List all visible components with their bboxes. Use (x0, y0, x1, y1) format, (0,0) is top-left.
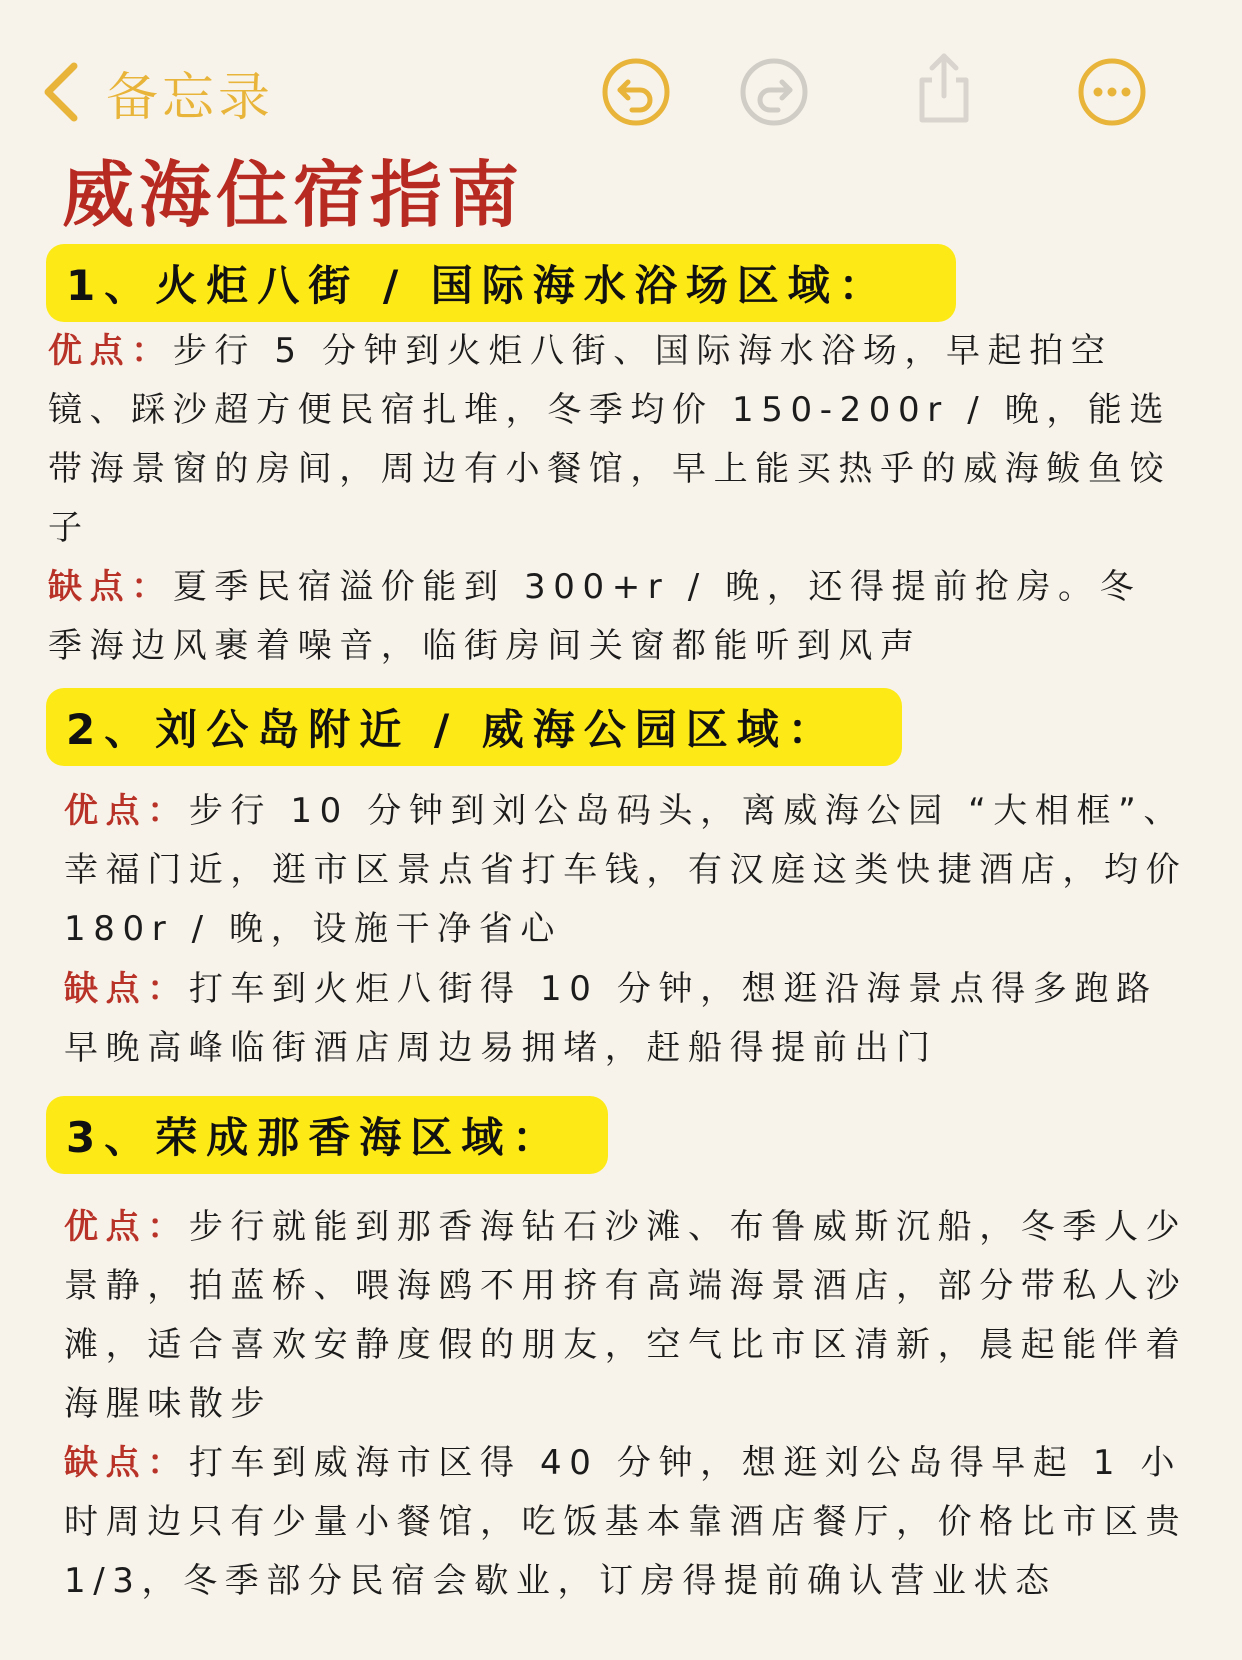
back-button[interactable] (40, 52, 274, 132)
share-icon (908, 50, 980, 126)
pros-label: 优点： (64, 1207, 189, 1247)
more-button[interactable] (1076, 56, 1148, 128)
section-heading: 1、火炬八街 / 国际海水浴场区域： (46, 244, 956, 322)
pros-label: 优点： (64, 791, 189, 831)
pros-text: 步行 10 分钟到刘公岛码头，离威海公园 “大相框”、幸福门近，逛市区景点省打车钱，有汉庭这类快捷酒店，均价 180r / 晚，设施干净省心 (64, 791, 1188, 949)
undo-icon (600, 56, 672, 128)
cons-text: 打车到火炬八街得 10 分钟，想逛沿海景点得多跑路早晚高峰临街酒店周边易拥堵，赶船得提前出门 (64, 969, 1158, 1068)
pros-label: 优点： (48, 331, 173, 371)
undo-button[interactable] (600, 56, 672, 128)
cons-label: 缺点： (64, 1443, 189, 1483)
section-pros (64, 782, 1192, 959)
section-pros (48, 322, 1178, 558)
more-icon (1076, 56, 1148, 128)
back-label: 备忘录 (106, 67, 275, 128)
cons-label: 缺点： (48, 567, 173, 607)
pros-text: 步行 5 分钟到火炬八街、国际海水浴场，早起拍空镜、踩沙超方便民宿扎堆，冬季均价 150-200r / 晚，能选带海景窗的房间，周边有小餐馆，早上能买热乎的威海鲅鱼饺子 (48, 331, 1172, 548)
redo-icon (738, 56, 810, 128)
cons-label: 缺点： (64, 969, 189, 1009)
section-cons (64, 960, 1192, 1078)
section-cons (64, 1434, 1192, 1611)
nav-bar (0, 0, 1242, 150)
page-title: 威海住宿指南 (62, 153, 525, 237)
section-cons (48, 558, 1178, 676)
section-heading: 3、荣成那香海区域： (46, 1096, 608, 1174)
chevron-left-icon (40, 60, 80, 124)
redo-button[interactable] (738, 56, 810, 128)
share-button[interactable] (908, 50, 980, 122)
cons-text: 夏季民宿溢价能到 300+r / 晚，还得提前抢房。冬季海边风裹着噪音，临街房间关窗都能听到风声 (48, 567, 1142, 666)
section-heading: 2、刘公岛附近 / 威海公园区域： (46, 688, 902, 766)
section-pros (64, 1198, 1192, 1434)
cons-text: 打车到威海市区得 40 分钟，想逛刘公岛得早起 1 小时周边只有少量小餐馆，吃饭基本靠酒店餐厅，价格比市区贵 1/3，冬季部分民宿会歇业，订房得提前确认营业状态 (64, 1443, 1188, 1601)
pros-text: 步行就能到那香海钻石沙滩、布鲁威斯沉船，冬季人少景静，拍蓝桥、喂海鸥不用挤有高端海景酒店，部分带私人沙滩，适合喜欢安静度假的朋友，空气比市区清新，晨起能伴着海腥味散步 (64, 1207, 1188, 1424)
